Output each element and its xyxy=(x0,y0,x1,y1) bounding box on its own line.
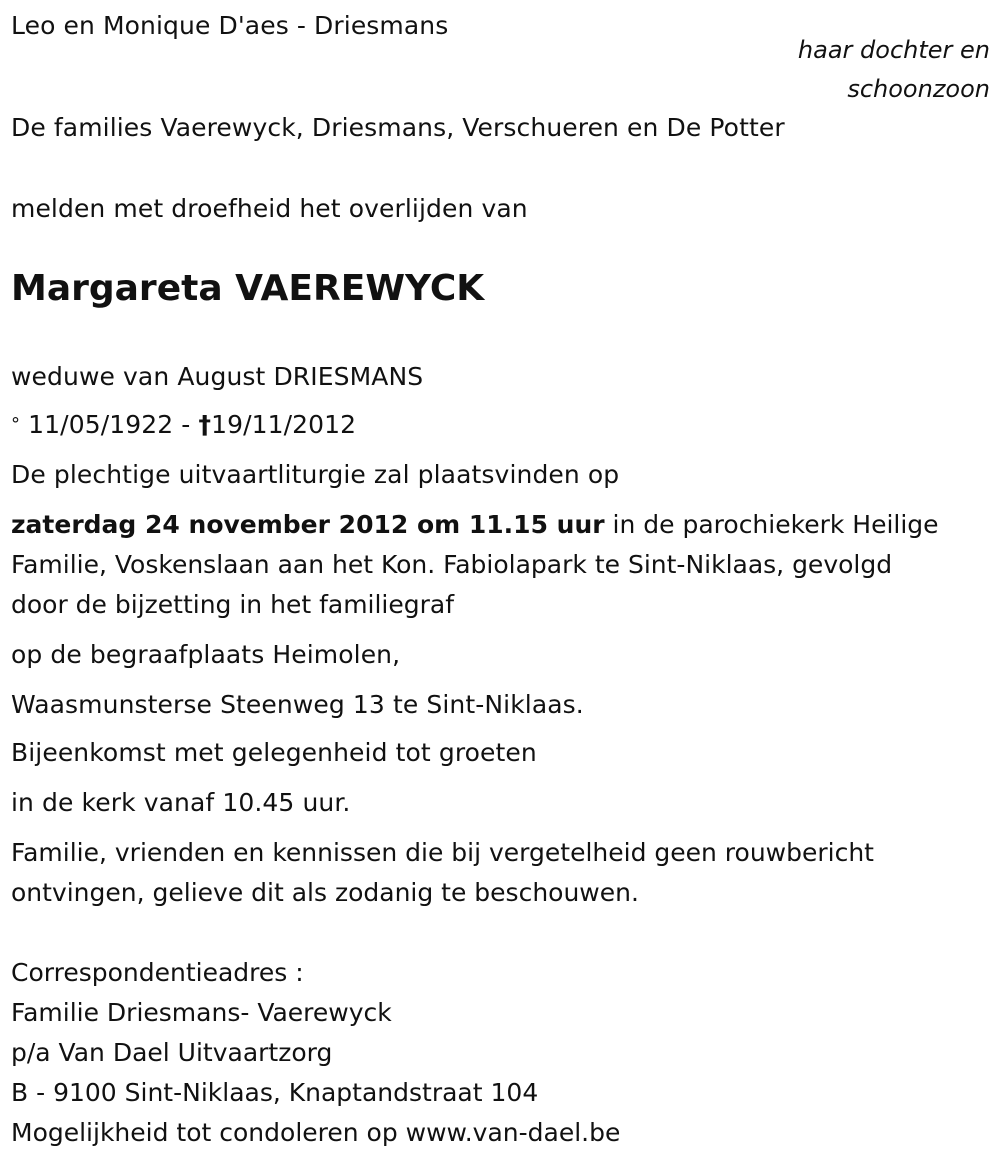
correspondence-block xyxy=(11,953,991,1153)
cemetery-line: op de begraafplaats Heimolen, xyxy=(11,640,401,669)
notice-line-1: Familie, vrienden en kennissen die bij vergetelheid geen rouwbericht xyxy=(11,838,874,867)
ceremony-details xyxy=(11,505,991,625)
birth-date: 11/05/1922 xyxy=(28,410,174,439)
ceremony-line-3: door de bijzetting in het familiegraf xyxy=(11,590,455,619)
birth-symbol: ° xyxy=(11,414,21,435)
ceremony-line-1 xyxy=(11,505,991,545)
ceremony-line-2: Familie, Voskenslaan aan het Kon. Fabiolapark te Sint-Niklaas, gevolgd xyxy=(11,550,893,579)
ceremony-date-time: zaterdag 24 november 2012 om 11.15 uur xyxy=(11,510,605,539)
gathering-line: Bijeenkomst met gelegenheid tot groeten xyxy=(11,738,537,767)
announcement-line: melden met droefheid het overlijden van xyxy=(11,194,528,223)
ceremony-location-start: in de parochiekerk Heilige xyxy=(604,510,939,539)
correspondence-line-4: Mogelijkheid tot condoleren op www.van-dael.be xyxy=(11,1118,621,1147)
relation-line-2: schoonzoon xyxy=(847,75,990,103)
notice-paragraph xyxy=(11,833,991,913)
cemetery-address-line: Waasmunsterse Steenweg 13 te Sint-Niklaas. xyxy=(11,690,584,719)
relation-line-1: haar dochter en xyxy=(797,36,990,64)
widow-of-line: weduwe van August DRIESMANS xyxy=(11,362,424,391)
ceremony-intro: De plechtige uitvaartliturgie zal plaatsvinden op xyxy=(11,460,620,489)
date-separator: - xyxy=(181,410,191,439)
cross-icon: † xyxy=(198,410,212,439)
families-line: De families Vaerewyck, Driesmans, Verschueren en De Potter xyxy=(11,113,785,142)
correspondence-label: Correspondentieadres : xyxy=(11,958,304,987)
correspondence-line-1: Familie Driesmans- Vaerewyck xyxy=(11,998,392,1027)
parents-line: Leo en Monique D'aes - Driesmans xyxy=(11,11,449,40)
notice-line-2: ontvingen, gelieve dit als zodanig te beschouwen. xyxy=(11,878,639,907)
gathering-time-line: in de kerk vanaf 10.45 uur. xyxy=(11,788,351,817)
deceased-name: Margareta VAEREWYCK xyxy=(11,268,485,309)
life-dates xyxy=(11,405,356,445)
correspondence-line-2: p/a Van Dael Uitvaartzorg xyxy=(11,1038,333,1067)
correspondence-line-3: B - 9100 Sint-Niklaas, Knaptandstraat 104 xyxy=(11,1078,539,1107)
death-date: 19/11/2012 xyxy=(211,410,357,439)
